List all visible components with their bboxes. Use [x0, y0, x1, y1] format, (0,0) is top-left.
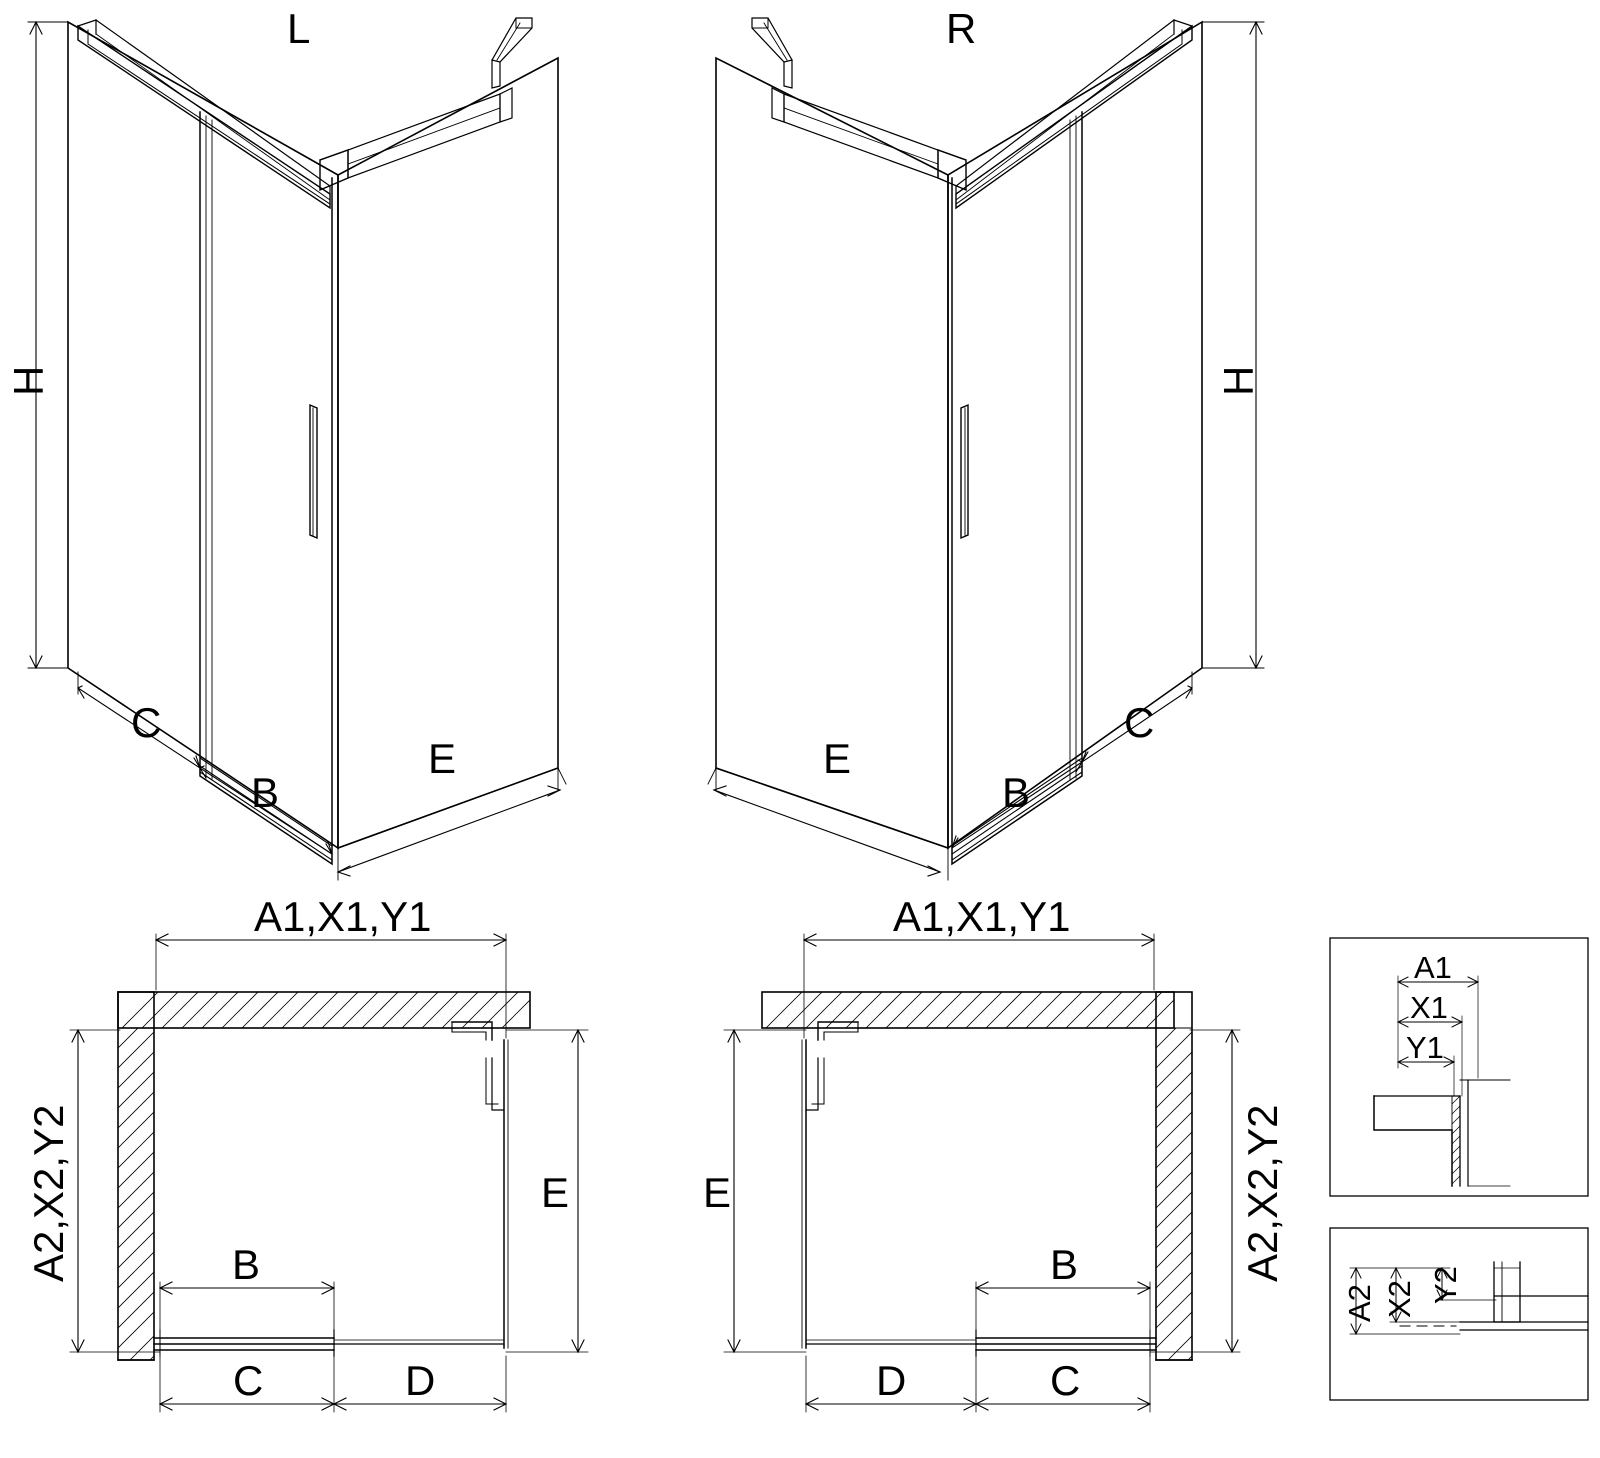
- detail-top-dim-Y1-label: Y1: [1406, 1030, 1444, 1065]
- iso-left-variant-label: L: [287, 5, 311, 52]
- iso-right-dim-B-label: B: [1002, 769, 1031, 816]
- iso-right-variant-label: R: [946, 5, 977, 52]
- iso-left-dim-C-label: C: [131, 699, 162, 746]
- detail-top-dim-X1-label: X1: [1410, 990, 1448, 1025]
- plan-left-dim-D-label: D: [405, 1357, 436, 1404]
- detail-bottom-dim-A2-label: A2: [1342, 1284, 1377, 1322]
- plan-right-dim-B-label: B: [1050, 1241, 1079, 1288]
- iso-left-dim-B-label: B: [251, 769, 280, 816]
- plan-right-dim-C-label: C: [1050, 1357, 1081, 1404]
- plan-left-dim-B-label: B: [232, 1241, 261, 1288]
- plan-left-view: [118, 992, 530, 1360]
- plan-right-dims: [724, 934, 1240, 1412]
- iso-right-dim-E-label: E: [823, 735, 852, 782]
- plan-right-view: [762, 992, 1192, 1360]
- iso-right-dim-C-label: C: [1124, 699, 1155, 746]
- detail-bottom-dim-Y2-label: Y2: [1428, 1266, 1463, 1304]
- plan-left-dim-E-label: E: [541, 1169, 570, 1216]
- detail-top-hatch: [1452, 1096, 1460, 1184]
- iso-left-dim-H: [28, 22, 68, 668]
- iso-right-dim-H: [1202, 22, 1264, 668]
- plan-left-wall-hatch: [118, 992, 530, 1360]
- plan-right-wall-hatch: [766, 992, 1192, 1360]
- plan-right-dim-A2X2Y2-label: A2,X2,Y2: [1239, 1104, 1286, 1282]
- detail-top-dim-A1-label: A1: [1414, 950, 1452, 985]
- plan-left-dim-C-label: C: [233, 1357, 264, 1404]
- plan-left-glass: [154, 1022, 508, 1356]
- iso-left-dim-H-label: H: [5, 365, 52, 396]
- plan-right-dim-E-label: E: [703, 1169, 732, 1216]
- plan-right-dim-D-label: D: [876, 1357, 907, 1404]
- plan-left-dim-A1X1Y1-label: A1,X1,Y1: [254, 893, 432, 940]
- plan-right-dim-A1X1Y1-label: A1,X1,Y1: [893, 893, 1071, 940]
- iso-right-dim-H-label: H: [1215, 365, 1262, 396]
- plan-right-glass: [802, 1022, 1156, 1356]
- detail-bottom-dim-X2-label: X2: [1382, 1280, 1417, 1318]
- iso-left-dim-E-label: E: [428, 735, 457, 782]
- plan-left-dim-A2X2Y2-label: A2,X2,Y2: [25, 1104, 72, 1282]
- plan-left-dims: [70, 934, 588, 1412]
- iso-right-dim-CBE: [708, 672, 1192, 880]
